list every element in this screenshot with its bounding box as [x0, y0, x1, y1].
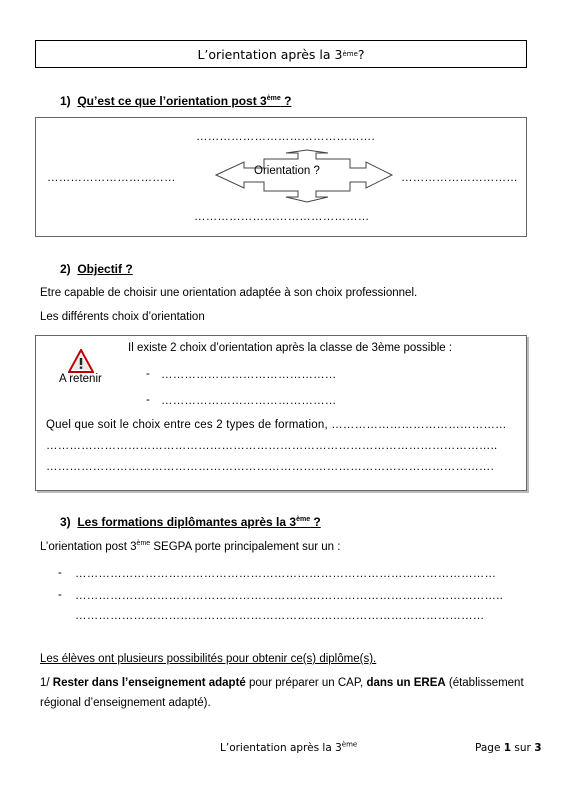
section3-heading [60, 515, 321, 529]
objective-text: Etre capable de choisir une orientation adaptée à son choix professionnel. [40, 287, 418, 299]
retenir-line-3: ……………………………………………………………………………………………………. [46, 461, 494, 473]
section1-heading-text: Qu’est ce que l’orientation post 3 [77, 94, 267, 108]
diploma-item-1: ……………………………………………………………………………………………… [75, 568, 497, 580]
section3-number: 3) [60, 515, 71, 529]
document-title: L’orientation après la 3 ème ? [35, 40, 527, 68]
possibilities-text: Les élèves ont plusieurs possibilités pour obtenir ce(s) diplôme(s). [40, 653, 377, 665]
footer-title [220, 742, 357, 754]
retenir-box [35, 335, 527, 491]
footer-left-sup: ème [341, 740, 358, 749]
section3-intro [40, 541, 340, 553]
section2-heading-text: Objectif ? [77, 262, 133, 276]
section1-number: 1) [60, 94, 71, 108]
section3-heading-suffix: ? [310, 515, 321, 529]
title-text: L’orientation après la 3 [197, 46, 343, 62]
dash-1: - [146, 368, 150, 380]
retenir-sentence: Quel que soit le choix entre ces 2 types de formation, ……………………………………… [46, 419, 507, 431]
choice-item-1: ……………………………………… [161, 369, 337, 381]
retenir-intro: Il existe 2 choix d’orientation après la classe de 3ème possible : [128, 342, 453, 354]
dots-top: ………………………………………. [196, 131, 375, 143]
section1-heading-suffix: ? [280, 94, 292, 108]
footer-left-text: L’orientation après la 3 [220, 742, 342, 754]
diploma-item-2-continued: …………………………………………………………………………………………… [75, 610, 485, 622]
possibility-1-line-2: régional d’enseignement adapté). [40, 697, 211, 709]
page-total: 3 [534, 742, 542, 754]
section2-number: 2) [60, 262, 71, 276]
orientation-center-label: Orientation ? [254, 165, 320, 177]
section3-text-post: SEGPA porte principalement sur un : [150, 541, 341, 553]
page-number [475, 742, 542, 754]
page-current: 1 [503, 742, 512, 754]
section3-heading-sup: ème [296, 516, 311, 523]
retenir-label: A retenir [59, 373, 102, 385]
section3-dash-1: - [58, 567, 62, 579]
section1-heading [60, 94, 291, 108]
dots-bottom: ……………………………………… [194, 211, 370, 223]
section3-heading-text: Les formations diplômantes après la 3 [77, 515, 297, 529]
possibility-1 [40, 677, 524, 689]
retenir-line-2: …………………………………………………………………………………………………….. [46, 440, 498, 452]
title-suffix: ? [357, 46, 365, 62]
dash-2: - [146, 394, 150, 406]
section3-text-sup: ème [136, 540, 151, 548]
choices-label: Les différents choix d’orientation [40, 311, 205, 323]
section2-heading [60, 262, 133, 276]
page-word: Page [475, 742, 504, 754]
possibility-1-end: (établissement [445, 677, 524, 689]
section3-dash-2: - [58, 589, 62, 601]
dots-left: …………………………… [47, 172, 176, 184]
dots-right: ………………………… [401, 172, 518, 184]
possibility-1-bold-1: Rester dans l’enseignement adapté [52, 677, 246, 689]
possibility-1-bold-2: dans un EREA [366, 677, 446, 689]
orientation-diagram-box [35, 117, 527, 237]
warning-icon [68, 349, 94, 373]
possibility-1-mid: pour préparer un CAP, [245, 677, 367, 689]
section3-text-pre: L’orientation post 3 [40, 541, 137, 553]
section1-heading-sup: ème [266, 95, 281, 102]
sur-word: sur [511, 742, 535, 754]
choice-item-2: ……………………………………… [161, 395, 337, 407]
possibility-1-num: 1/ [40, 677, 53, 689]
diploma-item-2: ……………………………………………………………………………………………….. [75, 590, 503, 602]
